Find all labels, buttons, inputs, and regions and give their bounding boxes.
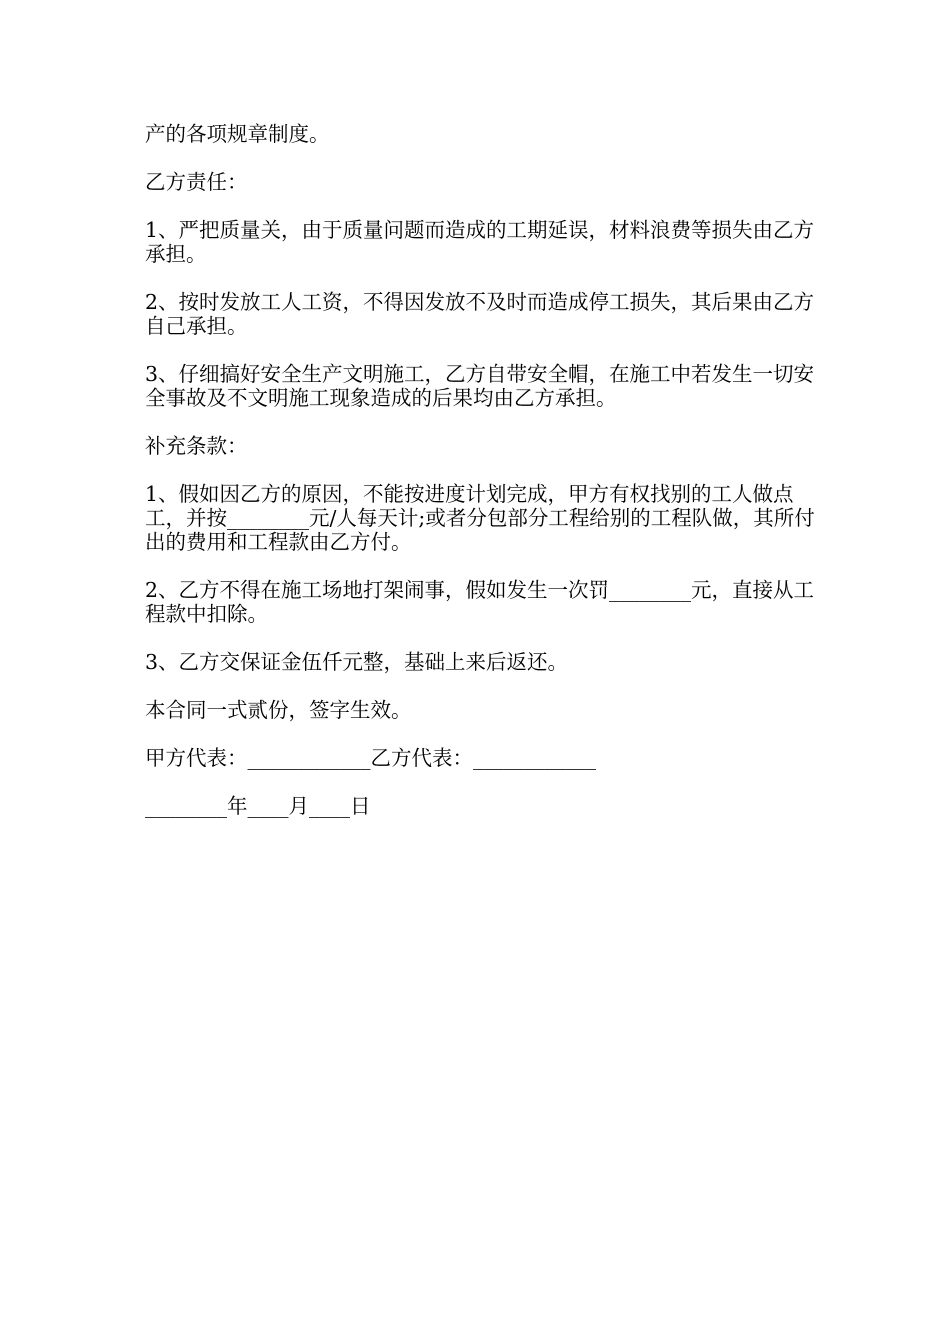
- paragraph-b-clause-2: 2、按时发放工人工资，不得因发放不及时而造成停工损失，其后果由乙方自己承担。: [145, 290, 815, 338]
- paragraph-b-clause-1: 1、严把质量关，由于质量问题而造成的工期延误，材料浪费等损失由乙方承担。: [145, 218, 815, 266]
- paragraph-supplement-2: 2、乙方不得在施工场地打架闹事，假如发生一次罚________元，直接从工程款中扣除。: [145, 578, 815, 626]
- date-line: ________年____月____日: [145, 794, 371, 818]
- signature-line: 甲方代表：____________乙方代表：____________: [145, 746, 596, 770]
- document-body: [145, 122, 815, 842]
- paragraph-supplement-3: 3、乙方交保证金伍仟元整，基础上来后返还。: [145, 650, 569, 674]
- heading-supplementary-terms: 补充条款：: [145, 434, 248, 458]
- heading-party-b-responsibility: 乙方责任：: [145, 170, 248, 194]
- paragraph-b-clause-3: 3、仔细搞好安全生产文明施工，乙方自带安全帽，在施工中若发生一切安全事故及不文明施工现象造成的后果均由乙方承担。: [145, 362, 815, 410]
- paragraph-intro: 产的各项规章制度。: [145, 122, 330, 146]
- paragraph-supplement-1: 1、假如因乙方的原因，不能按进度计划完成，甲方有权找别的工人做点工，并按________元/人每天计;或者分包部分工程给别的工程队做，其所付出的费用和工程款由乙方付。: [145, 482, 815, 554]
- paragraph-copies: 本合同一式贰份，签字生效。: [145, 698, 412, 722]
